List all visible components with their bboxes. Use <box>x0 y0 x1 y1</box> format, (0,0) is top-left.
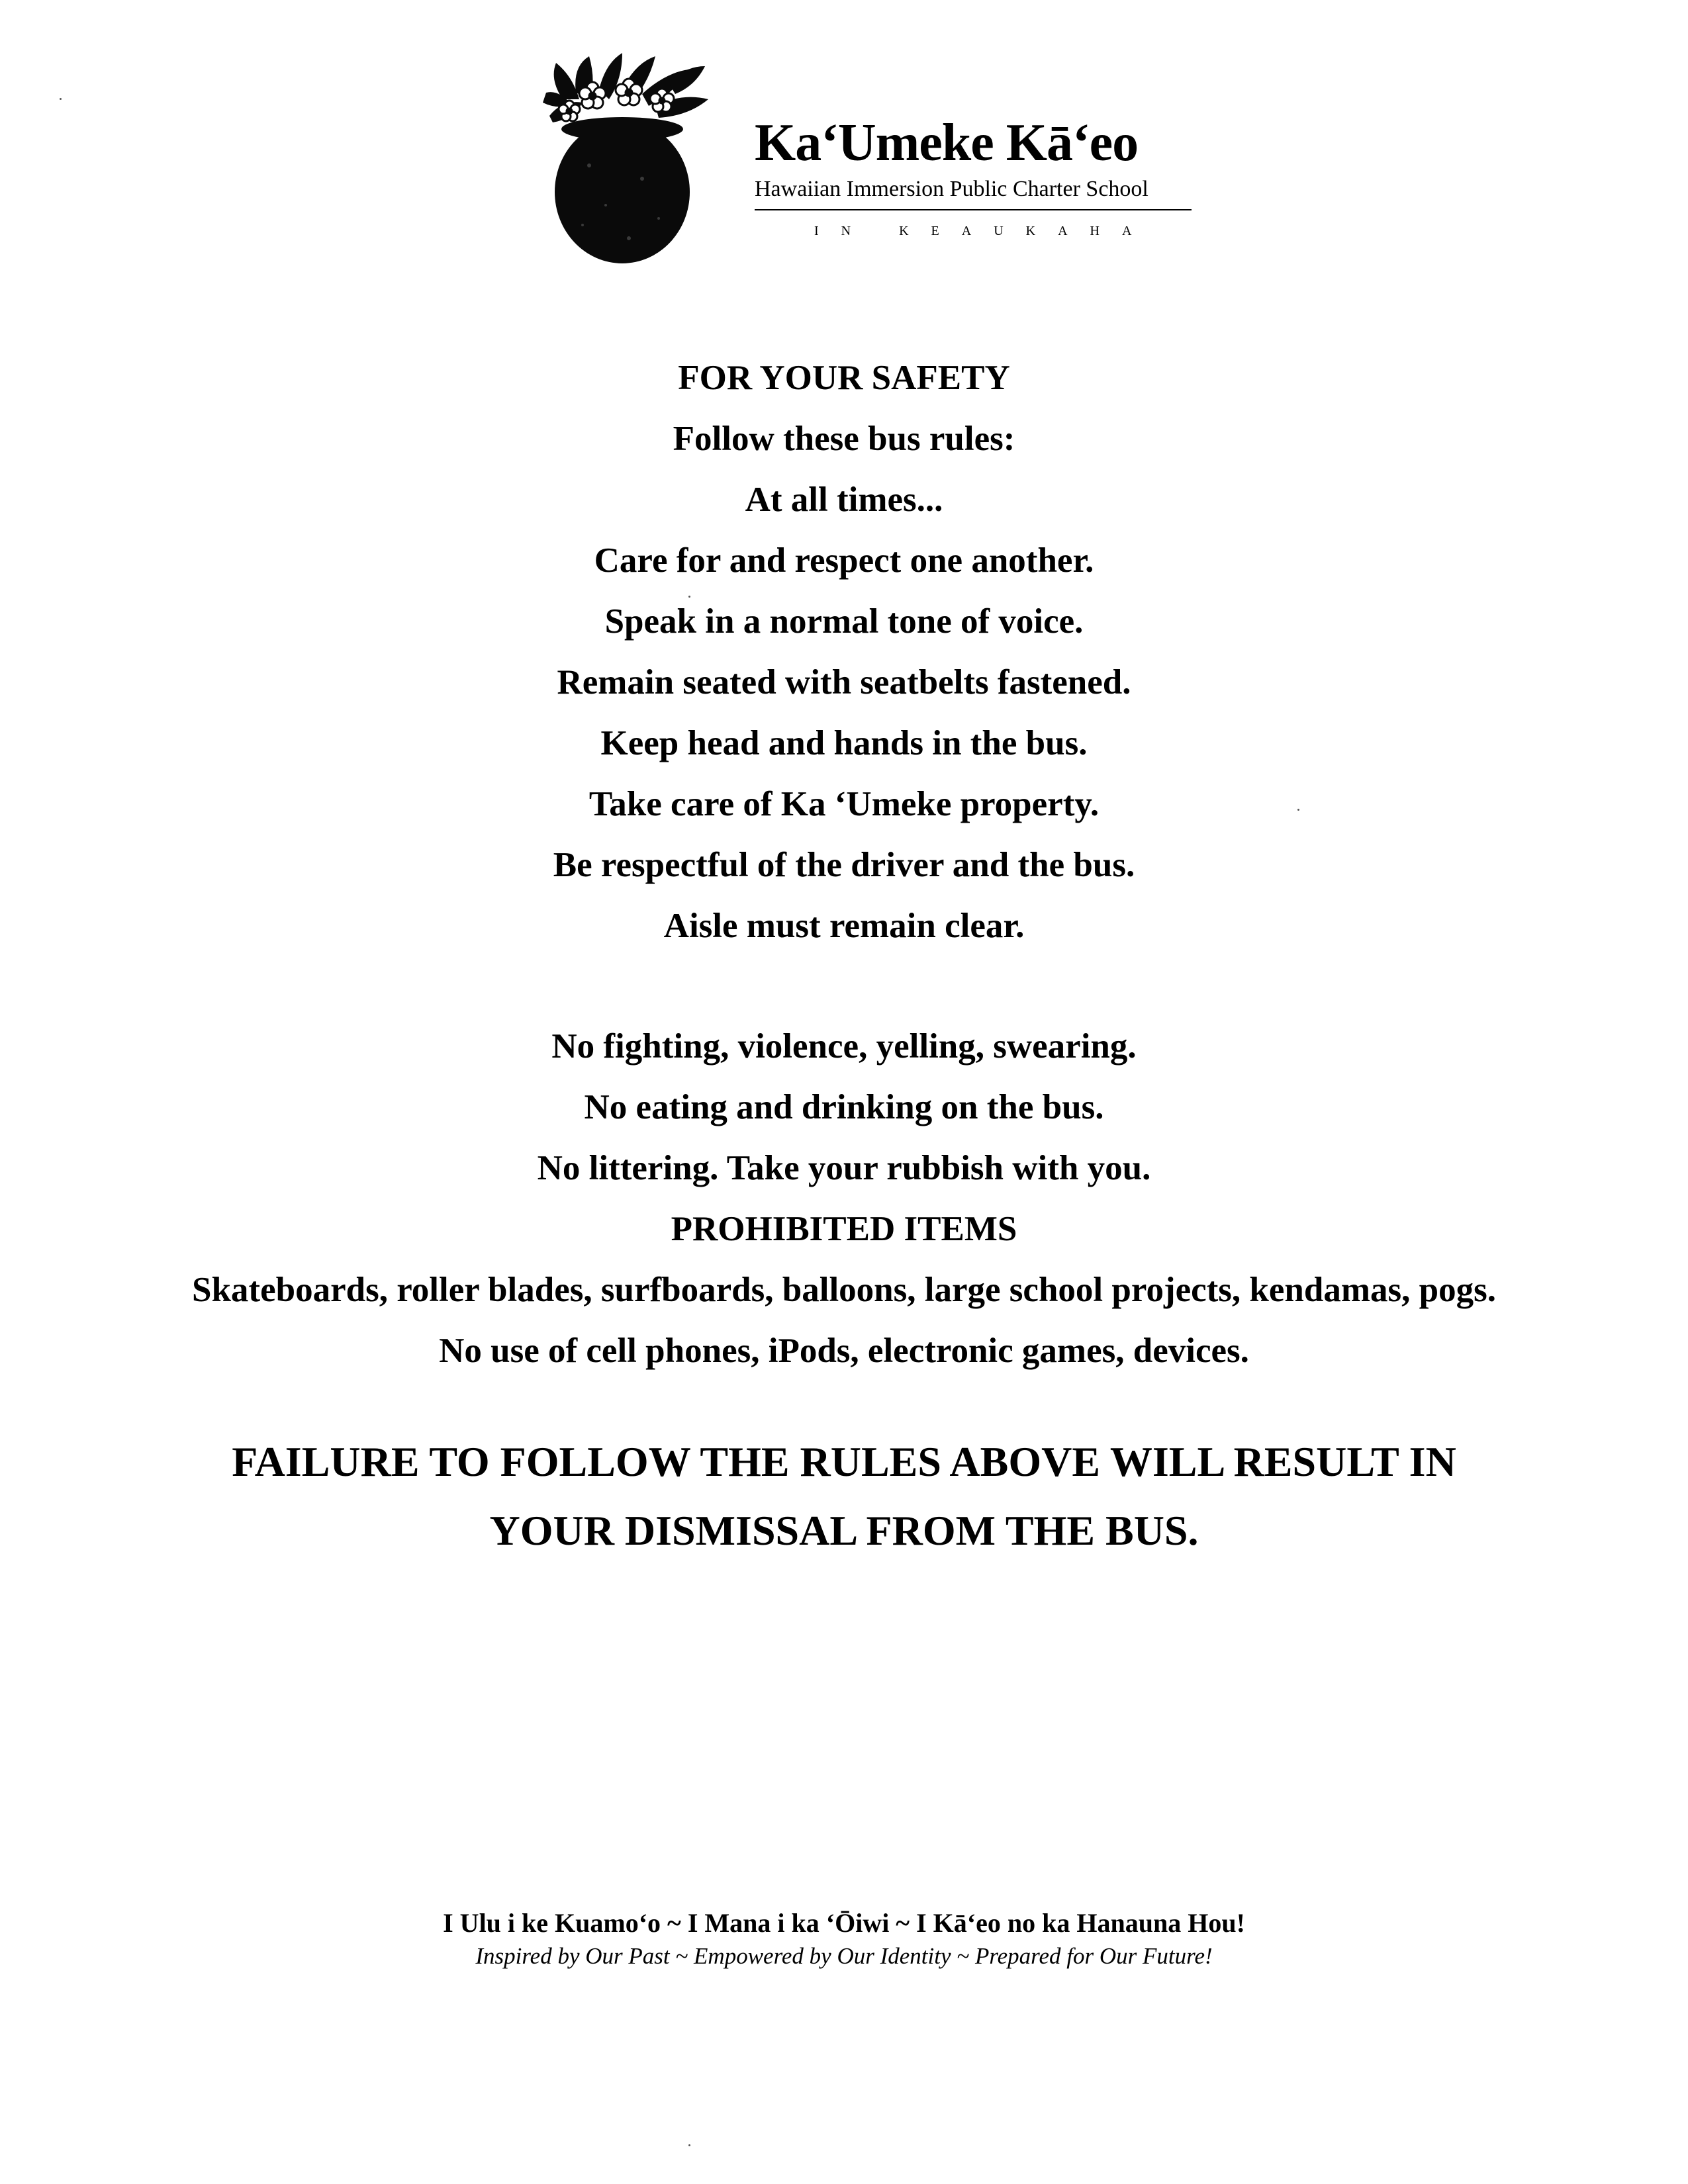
school-name: Ka‘Umeke Kā‘eo <box>755 114 1139 172</box>
rule-item: Remain seated with seatbelts fastened. <box>557 663 1131 702</box>
bus-rules <box>66 347 1622 1565</box>
dismissal-warning <box>66 1428 1622 1565</box>
devices-rule: No use of cell phones, iPods, electronic games, devices. <box>439 1332 1249 1370</box>
scan-speck <box>60 98 62 100</box>
letterhead <box>543 53 1205 278</box>
rule-item: Care for and respect one another. <box>594 541 1094 580</box>
section-spacer <box>66 956 1622 1016</box>
rule-item: Speak in a normal tone of voice. <box>604 602 1084 641</box>
prohibition-item: No littering. Take your rubbish with you. <box>537 1149 1151 1187</box>
rules-title: FOR YOUR SAFETY <box>678 359 1010 397</box>
footer-motto: I Ulu i ke Kuamo‘o ~ I Mana i ka ‘Ōiwi ~ I Kā‘eo no ka Hanauna Hou! <box>443 1908 1245 1938</box>
school-subtitle: Hawaiian Immersion Public Charter School <box>755 176 1192 210</box>
warning-line-2: YOUR DISMISSAL FROM THE BUS. <box>489 1507 1199 1554</box>
scan-speck <box>688 2144 690 2146</box>
scan-speck <box>1297 809 1299 811</box>
prohibition-item: No fighting, violence, yelling, swearing. <box>551 1027 1137 1066</box>
prohibition-item: No eating and drinking on the bus. <box>584 1088 1104 1126</box>
rule-item: Keep head and hands in the bus. <box>600 724 1088 762</box>
rule-item: Take care of Ka ‘Umeke property. <box>588 785 1100 823</box>
rule-item: Be respectful of the driver and the bus. <box>553 846 1135 884</box>
rule-item: Aisle must remain clear. <box>663 907 1025 945</box>
prohibited-items-title: PROHIBITED ITEMS <box>671 1210 1017 1248</box>
school-brand <box>755 113 1205 241</box>
footer-tagline: Inspired by Our Past ~ Empowered by Our Identity ~ Prepared for Our Future! <box>475 1943 1213 1969</box>
school-location: IN KEAUKAHA <box>814 224 1154 238</box>
rules-intro: Follow these bus rules: <box>673 420 1015 458</box>
scan-speck <box>688 596 690 598</box>
umeke-bowl-with-flowers-icon <box>543 53 715 265</box>
rules-at-all-times: At all times... <box>745 480 943 519</box>
warning-line-1: FAILURE TO FOLLOW THE RULES ABOVE WILL RESULT IN <box>232 1438 1456 1485</box>
prohibited-items-list: Skateboards, roller blades, surfboards, balloons, large school projects, kendamas, pogs. <box>191 1271 1497 1309</box>
footer <box>66 1906 1622 1972</box>
